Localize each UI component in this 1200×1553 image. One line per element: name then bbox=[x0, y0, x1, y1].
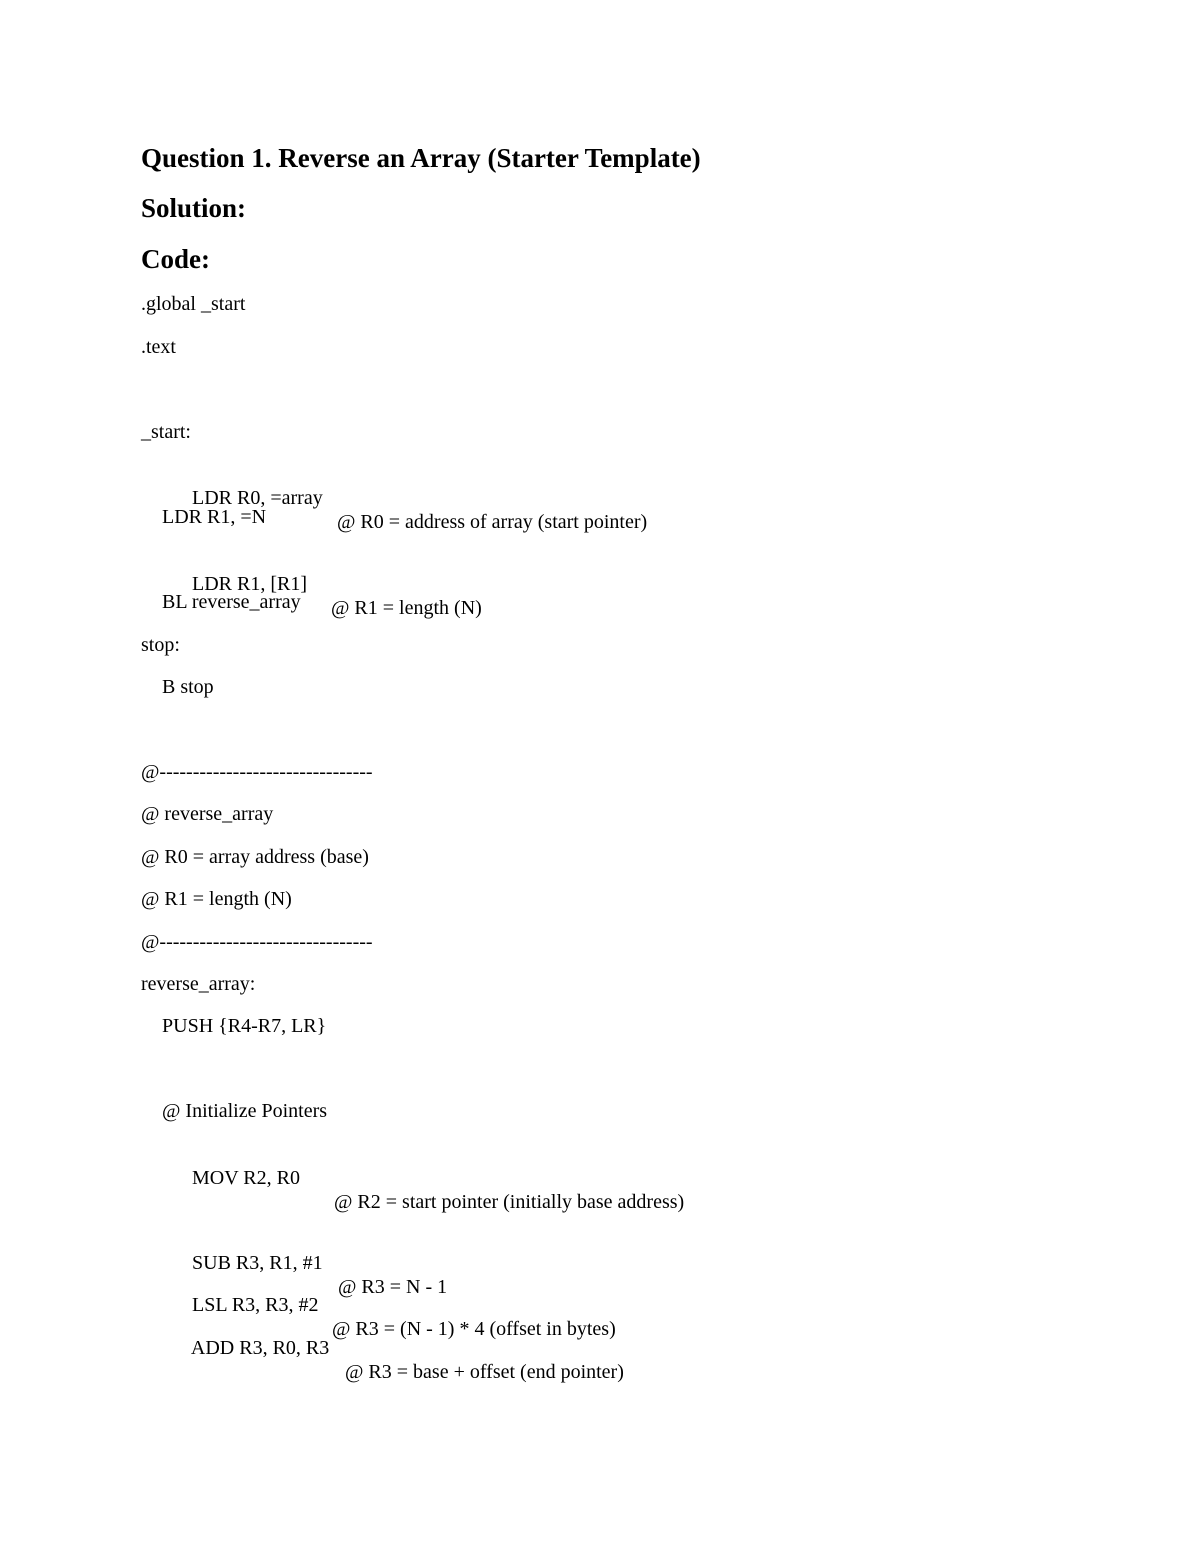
code-line bbox=[162, 1142, 685, 1238]
code-instruction: LDR R0, =array bbox=[192, 487, 323, 509]
solution-heading: Solution: bbox=[141, 193, 247, 223]
code-comment-line: @ R0 = array address (base) bbox=[141, 846, 369, 868]
code-comment: @ R2 = start pointer (initially base address) bbox=[334, 1191, 685, 1213]
code-comment: @ R3 = (N - 1) * 4 (offset in bytes) bbox=[332, 1318, 616, 1340]
code-divider-comment: @-------------------------------- bbox=[141, 761, 373, 783]
code-line: B stop bbox=[162, 676, 214, 698]
code-instruction: SUB R3, R1, #1 bbox=[192, 1252, 323, 1274]
code-comment: @ R1 = length (N) bbox=[331, 597, 482, 619]
code-line: .global _start bbox=[141, 293, 246, 315]
code-label-line: _start: bbox=[141, 421, 191, 443]
code-comment: @ R3 = N - 1 bbox=[338, 1276, 448, 1298]
code-line: .text bbox=[141, 336, 176, 358]
code-comment: @ R0 = address of array (start pointer) bbox=[337, 511, 648, 533]
code-instruction: LDR R1, [R1] bbox=[192, 573, 307, 595]
code-comment-line: @ R1 = length (N) bbox=[141, 888, 292, 910]
code-instruction: MOV R2, R0 bbox=[192, 1167, 300, 1189]
code-line: PUSH {R4-R7, LR} bbox=[162, 1015, 327, 1037]
code-line: BL reverse_array bbox=[162, 591, 301, 613]
code-label-line: stop: bbox=[141, 634, 180, 656]
code-label-line: reverse_array: bbox=[141, 973, 256, 995]
code-instruction: LSL R3, R3, #2 bbox=[192, 1294, 319, 1316]
code-instruction: ADD R3, R0, R3 bbox=[190, 1337, 330, 1359]
code-comment-line: @ Initialize Pointers bbox=[162, 1100, 328, 1122]
code-comment-line: @ reverse_array bbox=[141, 803, 274, 825]
question-title: Question 1. Reverse an Array (Starter Template) bbox=[141, 143, 701, 173]
code-divider-comment: @-------------------------------- bbox=[141, 931, 373, 953]
code-heading: Code: bbox=[141, 244, 210, 274]
code-line: LDR R1, =N bbox=[162, 506, 267, 528]
code-comment: @ R3 = base + offset (end pointer) bbox=[345, 1361, 624, 1383]
